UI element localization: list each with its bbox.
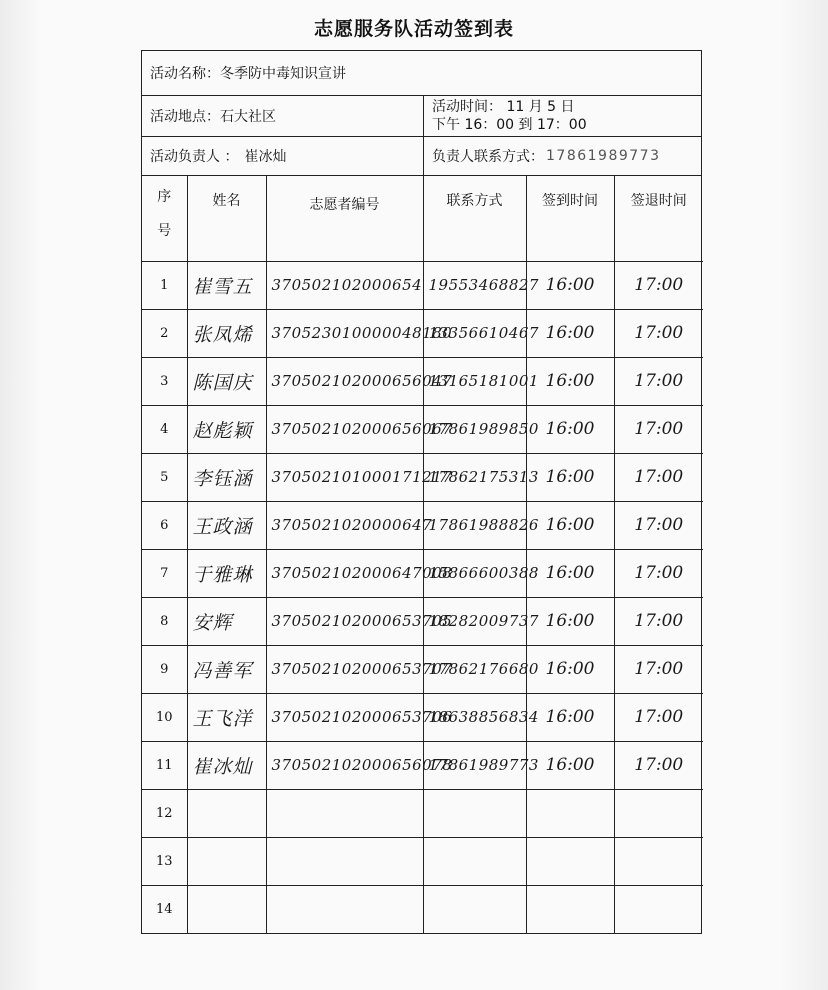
volunteer-name: 安辉 — [187, 597, 266, 645]
sign-out-time: 17:00 — [614, 357, 703, 405]
table-row — [142, 309, 703, 357]
volunteer-phone: 13165181001 — [423, 357, 526, 405]
volunteer-phone — [423, 837, 526, 885]
volunteer-name: 王政涵 — [187, 501, 266, 549]
sign-in-time: 16:00 — [526, 741, 614, 789]
time-date: 11 月 5 日 — [506, 99, 575, 115]
volunteer-name: 冯善军 — [187, 645, 266, 693]
volunteer-id: 370502102000656067 — [266, 405, 423, 453]
volunteer-phone: 19553468827 — [423, 261, 526, 309]
sign-out-time: 17:00 — [614, 645, 703, 693]
header-name: 姓名 — [187, 176, 266, 261]
volunteer-id: 370502102000656078 — [266, 741, 423, 789]
volunteer-phone: 15866600388 — [423, 549, 526, 597]
contact-value: 17861989773 — [546, 148, 661, 164]
volunteer-name — [187, 789, 266, 837]
header-seq-line-1: 序 — [157, 189, 172, 205]
sign-out-time — [614, 837, 703, 885]
contact-label: 负责人联系方式： — [432, 149, 544, 165]
row-number: 1 — [142, 261, 187, 309]
volunteer-id: 370523010000048180 — [266, 309, 423, 357]
volunteer-id: 370502102000653706 — [266, 693, 423, 741]
sign-out-time — [614, 885, 703, 933]
location-time-row — [142, 96, 701, 137]
sign-in-time: 16:00 — [526, 453, 614, 501]
time-cell — [423, 96, 701, 136]
volunteer-name: 赵彪颖 — [187, 405, 266, 453]
sign-in-time: 16:00 — [526, 597, 614, 645]
volunteer-id: 370502101000171217 — [266, 453, 423, 501]
volunteer-phone — [423, 885, 526, 933]
header-volunteer-id: 志愿者编号 — [266, 176, 423, 261]
volunteer-id: 370502102000653707 — [266, 645, 423, 693]
leader-value: 崔冰灿 — [244, 149, 287, 165]
row-number: 4 — [142, 405, 187, 453]
volunteer-name: 崔冰灿 — [187, 741, 266, 789]
volunteer-phone: 17861989850 — [423, 405, 526, 453]
table-row — [142, 501, 703, 549]
volunteer-name: 崔雪五 — [187, 261, 266, 309]
time-range: 下午 16：00 到 17：00 — [432, 117, 587, 133]
sign-out-time: 17:00 — [614, 549, 703, 597]
volunteer-id: 370502102000647008 — [266, 549, 423, 597]
volunteer-name: 李钰涵 — [187, 453, 266, 501]
leader-label: 活动负责人 ： — [150, 149, 239, 165]
sign-in-time: 16:00 — [526, 357, 614, 405]
sign-out-time: 17:00 — [614, 501, 703, 549]
table-row — [142, 741, 703, 789]
row-number: 8 — [142, 597, 187, 645]
table-row — [142, 405, 703, 453]
volunteer-phone: 17862175313 — [423, 453, 526, 501]
table-row — [142, 645, 703, 693]
row-number: 3 — [142, 357, 187, 405]
sign-out-time: 17:00 — [614, 453, 703, 501]
leader-cell — [142, 137, 423, 175]
sign-out-time: 17:00 — [614, 597, 703, 645]
header-sign-out: 签退时间 — [614, 176, 703, 261]
volunteer-name — [187, 885, 266, 933]
sign-in-time: 16:00 — [526, 501, 614, 549]
volunteer-phone: 18638856834 — [423, 693, 526, 741]
row-number: 5 — [142, 453, 187, 501]
time-line-1 — [432, 98, 575, 116]
row-number: 12 — [142, 789, 187, 837]
volunteer-id: 370502102000654 — [266, 261, 423, 309]
sign-out-time — [614, 789, 703, 837]
row-number: 6 — [142, 501, 187, 549]
activity-name-cell — [142, 51, 701, 95]
row-number: 7 — [142, 549, 187, 597]
row-number: 11 — [142, 741, 187, 789]
table-row — [142, 693, 703, 741]
sign-in-time: 16:00 — [526, 405, 614, 453]
volunteer-table — [142, 176, 703, 933]
volunteer-id: 370502102000656047 — [266, 357, 423, 405]
volunteer-phone: 17861989773 — [423, 741, 526, 789]
sign-in-time — [526, 837, 614, 885]
table-header-row — [142, 176, 703, 261]
header-sign-in: 签到时间 — [526, 176, 614, 261]
leader-row — [142, 137, 701, 176]
location-value: 石大社区 — [220, 109, 276, 125]
volunteer-name: 王飞洋 — [187, 693, 266, 741]
sign-out-time: 17:00 — [614, 693, 703, 741]
location-cell — [142, 96, 423, 136]
volunteer-name — [187, 837, 266, 885]
volunteer-name: 于雅琳 — [187, 549, 266, 597]
sign-in-time — [526, 885, 614, 933]
sign-out-time: 17:00 — [614, 405, 703, 453]
sign-out-time: 17:00 — [614, 741, 703, 789]
table-row — [142, 261, 703, 309]
sign-in-time: 16:00 — [526, 549, 614, 597]
volunteer-id — [266, 789, 423, 837]
sign-in-sheet — [141, 50, 702, 934]
table-row — [142, 549, 703, 597]
sign-in-time: 16:00 — [526, 645, 614, 693]
volunteer-phone: 17862176680 — [423, 645, 526, 693]
volunteer-id — [266, 837, 423, 885]
sign-out-time: 17:00 — [614, 309, 703, 357]
page-title: 志愿服务队活动签到表 — [313, 18, 514, 40]
row-number: 10 — [142, 693, 187, 741]
contact-cell — [423, 137, 701, 175]
activity-name-value: 冬季防中毒知识宣讲 — [220, 66, 346, 82]
table-row — [142, 357, 703, 405]
header-seq — [142, 176, 187, 261]
volunteer-phone: 13356610467 — [423, 309, 526, 357]
header-seq-line-2: 号 — [157, 223, 172, 239]
row-number: 2 — [142, 309, 187, 357]
row-number: 13 — [142, 837, 187, 885]
volunteer-name: 张凤烯 — [187, 309, 266, 357]
volunteer-id: 3705021020000647 — [266, 501, 423, 549]
table-row — [142, 453, 703, 501]
sign-in-time — [526, 789, 614, 837]
volunteer-id — [266, 885, 423, 933]
volunteer-phone — [423, 789, 526, 837]
location-label: 活动地点： — [150, 109, 220, 125]
table-row — [142, 837, 703, 885]
sign-out-time: 17:00 — [614, 261, 703, 309]
volunteer-phone: 17861988826 — [423, 501, 526, 549]
table-row — [142, 789, 703, 837]
header-phone: 联系方式 — [423, 176, 526, 261]
sign-in-time: 16:00 — [526, 261, 614, 309]
volunteer-id: 370502102000653705 — [266, 597, 423, 645]
volunteer-name: 陈国庆 — [187, 357, 266, 405]
table-row — [142, 597, 703, 645]
activity-name-row — [142, 51, 701, 96]
sign-in-time: 16:00 — [526, 693, 614, 741]
row-number: 9 — [142, 645, 187, 693]
volunteer-phone: 18282009737 — [423, 597, 526, 645]
activity-name-label: 活动名称： — [150, 66, 220, 82]
table-row — [142, 885, 703, 933]
time-label: 活动时间： — [432, 99, 502, 115]
row-number: 14 — [142, 885, 187, 933]
sign-in-time: 16:00 — [526, 309, 614, 357]
